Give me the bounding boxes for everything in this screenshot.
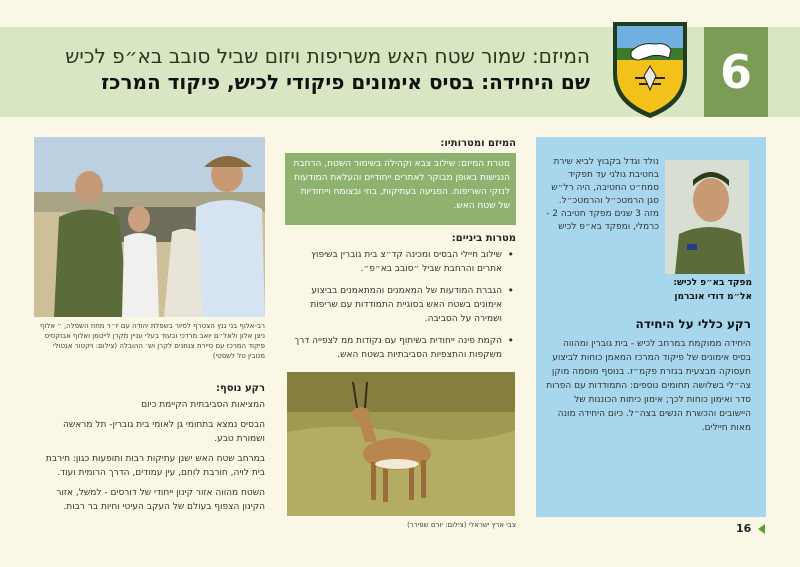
list-item: • שילוב חיילי הבסיס ומכינה קד״צ בית גוברין בשיפוץ אתרים והרחבת שביל ״סובב בא״פ״. [285, 248, 502, 276]
paragraph: במרחב שטח האש ישנן עתיקות רבות ותופעות כגון: חירבת בית לויה, חורבת לוחם, עין עמודים, הדרך הרומית ועוד. [45, 454, 265, 478]
unit-background-body: היחידה ממוקמת במרחב לכיש - בית גוברין ומהווה בסיס אימונים של פיקוד המרכז המאמן כוחות לביצוע תעסוקה מבצעית בגזרת פקמ״ז. בנוסף מוסמה מוקן צה״לי בשלושה תחומים נוספים: התמודדות עם הפרות סדר ואימון כוחות לכך; אימון כיתות הכוננות של היישובים והכשרת הנשים בצה״ל. כיום היחידה מונה מאות חיילים. [546, 339, 751, 433]
photo-caption: רב-אלוף בני גנץ הצטרף לסיור בשפלת יהודה עם יו״ר מחוז השפלה, ״ אלוף ניצן אלון ולאל״ם יואב מרדכי ובעוד בעלי עניין מקרן לייטמן ואלוף אבוקסיס פיקוד המרכז עם סיירת צנחנים לקרן וש׳ ההובלה (צילום: ויקטור אנטולי מנובין טל לשפטי) [39, 322, 265, 360]
commander-photo [665, 160, 749, 274]
photo-caption: צבי ארץ ישראלי (צילום: יורם שפירר) [407, 521, 516, 529]
unit-name-title: שם היחידה: בסיס אימונים פיקודי לכיש, פיקוד המרכז [101, 70, 590, 94]
paragraph: המציאות הסביבתית הקיימת כיום [141, 400, 265, 410]
extra-background-heading: רקע נוסף: [215, 383, 265, 394]
extra-background-body [34, 398, 265, 520]
commander-name: אל״מ דודי אוברמן [674, 292, 752, 302]
commander-title: מפקד בא״פ לכיש: [673, 278, 752, 288]
unit-background-heading: רקע כללי על היחידה [635, 317, 751, 331]
interim-goals-list [285, 248, 516, 370]
project-title: המיזם: שמור שטח האש משריפות ויזום שביל סובב בא״פ לכיש [65, 44, 590, 68]
project-goals-heading: המיזם ומטרותיו: [440, 138, 516, 149]
project-goal-box: מטרת המיזם: שילוב צבא וקהילה בשימור השטח, הרחבת הנגישות באופן מבוקר לאתרים ייחודיים והעלאת המודעות לנזקי השריפות. הפגיעה בעתיקות, בחי ובצומח וייחודיות של שטח האש. [285, 153, 516, 225]
officers-photo [34, 137, 265, 317]
paragraph: השטח מהווה אזור קינון ייחודי של דורסים - למשל, אזור הקינון הצפוף בעולם של העקב העיטי וחיות בר רבות. [56, 488, 265, 512]
paragraph: הבסיס נמצא בתחומי גן לאומי בית גוברין- תל מראשה ושמורת טבע. [63, 420, 265, 444]
project-number-badge: 6 [704, 27, 768, 117]
gazelle-photo [287, 372, 515, 516]
list-item: • הגברת המודעות של המאמנים והמתאמנים בביצוע אימונים בשטח האש בסוגיית התמודדות עם שריפות ושמירה על הסביבה. [285, 284, 502, 326]
page-arrow-icon [758, 524, 765, 534]
page-number: 16 [736, 522, 752, 535]
interim-goals-heading: מטרות ביניים: [451, 233, 516, 244]
list-item: • הקמת פינה ייחודית בשיתוף עם נקודות ממ לצפייה דרך משקפות והתצפיות הסביבתיות בשטח האש. [285, 334, 502, 362]
commander-bio: נולד וגדל בקבוץ לביא שירת בחטיבת גולני עד תפקיד סמח״ט החטיבה, היה רל״ש סגן הרמטכ״ל והרמטכ״ל. מזה 3 שנים מפקד חטיבה 2 - כרמלי, ומפקד בא״פ לכיש [546, 157, 659, 232]
unit-emblem-icon [609, 18, 691, 120]
